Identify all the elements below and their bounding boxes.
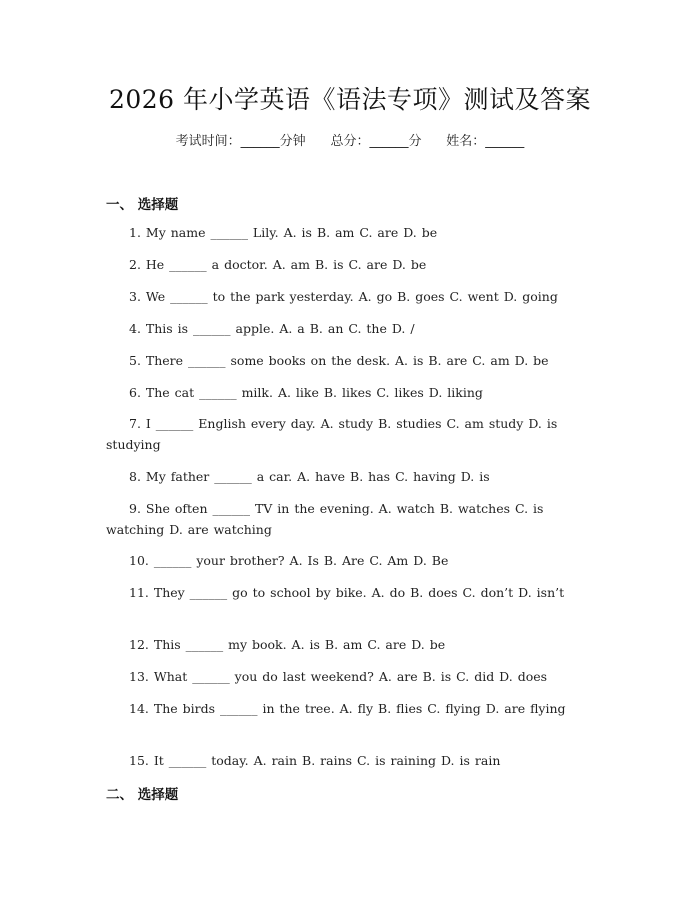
question-4: 4. This is ______ apple. A. a B. an C. the D. / xyxy=(129,321,415,336)
question-5: 5. There ______ some books on the desk. A. is B. are C. am D. be xyxy=(129,353,549,368)
question-14: 14. The birds ______ in the tree. A. fly B. flies C. flying D. are flying xyxy=(129,701,566,716)
exam-time-field: 考试时间：______分钟 xyxy=(175,134,306,149)
question-1: 1. My name ______ Lily. A. is B. am C. are D. be xyxy=(129,225,438,240)
total-score-field: 总分：______分 xyxy=(330,134,422,149)
question-11: 11. They ______ go to school by bike. A. do B. does C. don’t D. isn’t xyxy=(129,585,565,600)
student-name-field: 姓名：______ xyxy=(446,134,525,149)
question-13: 13. What ______ you do last weekend? A. are B. is C. did D. does xyxy=(129,669,548,684)
question-10: 10. ______ your brother? A. Is B. Are C. Am D. Be xyxy=(129,553,449,568)
question-9: 9. She often ______ TV in the evening. A. watch B. watches C. is watching D. are watching xyxy=(106,501,544,537)
section-heading-1: 一、 选择题 xyxy=(106,197,179,213)
question-6: 6. The cat ______ milk. A. like B. likes C. likes D. liking xyxy=(129,385,483,400)
question-15: 15. It ______ today. A. rain B. rains C. is raining D. is rain xyxy=(129,753,501,768)
question-7: 7. I ______ English every day. A. study B. studies C. am study D. is studying xyxy=(106,416,558,452)
question-2: 2. He ______ a doctor. A. am B. is C. are D. be xyxy=(129,257,427,272)
section-heading-2: 二、 选择题 xyxy=(106,787,179,803)
exam-meta xyxy=(0,130,700,149)
question-8: 8. My father ______ a car. A. have B. has C. having D. is xyxy=(129,469,490,484)
page-title: 2026 年小学英语《语法专项》测试及答案 xyxy=(108,85,592,114)
question-3: 3. We ______ to the park yesterday. A. go B. goes C. went D. going xyxy=(129,289,558,304)
question-12: 12. This ______ my book. A. is B. am C. are D. be xyxy=(129,637,446,652)
